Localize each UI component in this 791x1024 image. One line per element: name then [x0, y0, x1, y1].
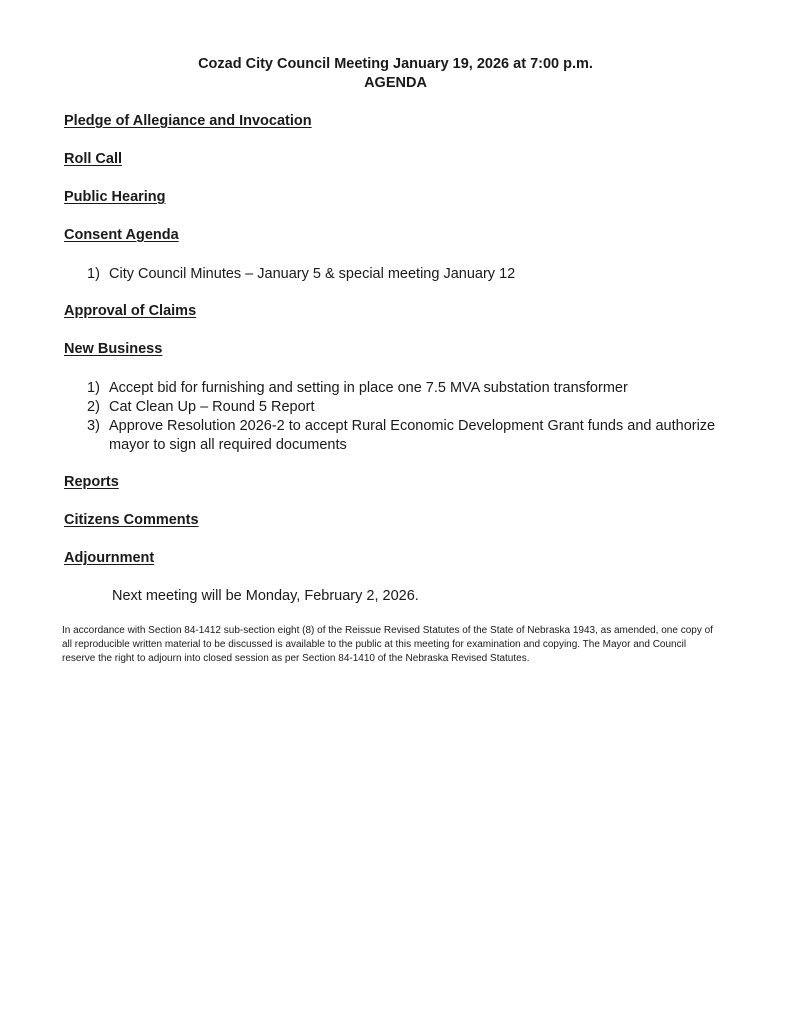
section-heading-adjournment: Adjournment	[64, 550, 155, 566]
document-title: Cozad City Council Meeting January 19, 2026 at 7:00 p.m.	[198, 56, 593, 72]
document-header	[0, 55, 791, 93]
item-text: Accept bid for furnishing and setting in place one 7.5 MVA substation transformer	[109, 380, 628, 396]
consent-agenda-item	[87, 265, 515, 284]
item-number: 1)	[87, 380, 100, 396]
section-heading-pledge: Pledge of Allegiance and Invocation	[64, 113, 312, 129]
item-number: 2)	[87, 399, 100, 415]
section-heading-consent-agenda: Consent Agenda	[64, 227, 179, 243]
section-heading-approval-of-claims: Approval of Claims	[64, 303, 197, 319]
new-business-item	[87, 398, 315, 417]
next-meeting-note: Next meeting will be Monday, February 2, 2026.	[112, 588, 419, 604]
section-heading-citizens-comments: Citizens Comments	[64, 512, 199, 528]
item-text: Cat Clean Up – Round 5 Report	[109, 399, 315, 415]
section-heading-reports: Reports	[64, 474, 119, 490]
legal-footnote: In accordance with Section 84-1412 sub-section eight (8) of the Reissue Revised Statutes of the State of Nebraska 1943, as amended, one copy of all reproducible written material to be discussed is available to the public at this meeting for examination and copying. The Mayor and Council reserve the right to adjourn into closed session as per Section 84-1410 of the Nebraska Revised Statutes.	[62, 625, 713, 664]
section-heading-new-business: New Business	[64, 341, 163, 357]
section-heading-public-hearing: Public Hearing	[64, 189, 166, 205]
item-text: City Council Minutes – January 5 & special meeting January 12	[109, 266, 516, 282]
document-subtitle: AGENDA	[364, 75, 427, 91]
item-number: 1)	[87, 266, 100, 282]
new-business-item	[87, 417, 727, 455]
new-business-item	[87, 379, 628, 398]
item-number: 3)	[87, 418, 100, 434]
section-heading-roll-call: Roll Call	[64, 151, 123, 167]
item-text: Approve Resolution 2026-2 to accept Rural Economic Development Grant funds and authorize mayor to sign all required documents	[109, 418, 716, 453]
